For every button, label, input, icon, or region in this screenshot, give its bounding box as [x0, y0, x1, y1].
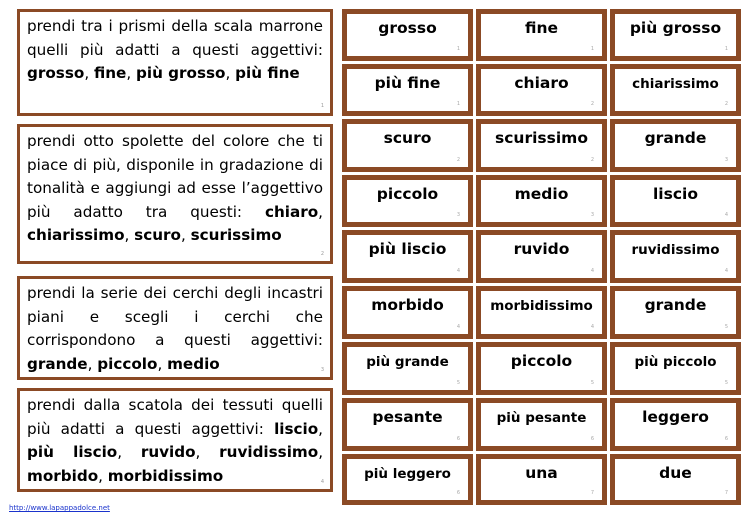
word-card-19[interactable] — [342, 342, 473, 395]
word-card-number: 4 — [456, 268, 460, 274]
instruction-segment: prendi tra i prismi della scala marrone quelli più adatti a questi aggettivi: — [27, 17, 323, 59]
word-card-number: 7 — [590, 490, 594, 496]
word-card-label: più grande — [366, 354, 449, 370]
word-card-number: 5 — [590, 380, 594, 386]
word-card-label: due — [659, 464, 692, 482]
adjective-keyword: più grosso — [136, 64, 226, 82]
instruction-segment: , — [318, 419, 323, 438]
instruction-segment: , — [157, 354, 168, 373]
word-card-number: 5 — [456, 380, 460, 386]
word-card-label: leggero — [642, 408, 709, 426]
word-card-1[interactable] — [342, 9, 473, 61]
word-card-label: più piccolo — [634, 354, 717, 370]
word-card-number: 6 — [456, 436, 460, 442]
adjective-keyword: ruvido — [140, 443, 196, 461]
word-card-2[interactable] — [476, 9, 607, 61]
word-card-number: 1 — [590, 46, 594, 52]
word-card-number: 7 — [724, 490, 728, 496]
instruction-text-4 — [27, 394, 323, 488]
word-card-label: scurissimo — [495, 129, 588, 147]
instruction-box-3 — [17, 276, 333, 380]
adjective-keyword: più liscio — [27, 443, 118, 461]
word-card-number: 3 — [724, 157, 728, 163]
instruction-number-3: 3 — [320, 367, 324, 373]
word-card-13[interactable] — [342, 230, 473, 283]
word-card-25[interactable] — [342, 454, 473, 505]
word-card-number: 5 — [724, 324, 728, 330]
adjective-keyword: morbidissimo — [107, 466, 224, 485]
instruction-box-4 — [17, 388, 333, 492]
word-card-16[interactable] — [342, 286, 473, 339]
adjective-keyword: scuro — [134, 226, 181, 244]
word-card-label: più grosso — [629, 19, 722, 37]
word-card-label: piccolo — [376, 185, 439, 203]
instruction-text-3 — [27, 282, 323, 376]
instruction-segment: prendi otto spolette del colore che ti piace di più, disponile in gradazione di tonalità e aggiungi ad esse l’aggettivo più adatto tra questi: — [27, 132, 323, 221]
word-card-number: 3 — [590, 212, 594, 218]
instruction-number-2: 2 — [320, 251, 324, 257]
word-card-3[interactable] — [610, 9, 741, 61]
word-card-26[interactable] — [476, 454, 607, 505]
word-card-label: liscio — [652, 185, 698, 203]
adjective-keyword: ruvidissimo — [219, 443, 319, 461]
instruction-segment: , — [87, 354, 98, 373]
word-card-11[interactable] — [476, 175, 607, 227]
word-card-label: grande — [644, 296, 707, 314]
word-card-number: 4 — [724, 212, 728, 218]
adjective-keyword: scurissimo — [190, 226, 282, 244]
instruction-box-1 — [17, 9, 333, 116]
adjective-keyword: più fine — [235, 64, 300, 82]
instruction-segment: , — [126, 64, 136, 82]
word-card-label: grande — [644, 129, 707, 147]
word-card-number: 1 — [456, 46, 460, 52]
word-card-number: 5 — [724, 380, 728, 386]
word-card-8[interactable] — [476, 119, 607, 172]
word-card-label: piccolo — [510, 352, 573, 370]
word-card-24[interactable] — [610, 398, 741, 451]
word-card-number: 6 — [456, 490, 460, 496]
word-card-number: 2 — [456, 157, 460, 163]
adjective-keyword: morbido — [27, 466, 99, 485]
word-card-17[interactable] — [476, 286, 607, 339]
word-card-number: 1 — [456, 101, 460, 107]
word-card-12[interactable] — [610, 175, 741, 227]
word-card-22[interactable] — [342, 398, 473, 451]
word-card-number: 6 — [590, 436, 594, 442]
word-card-5[interactable] — [476, 64, 607, 116]
word-card-20[interactable] — [476, 342, 607, 395]
word-card-label: grosso — [378, 19, 437, 37]
instruction-segment: prendi dalla scatola dei tessuti quelli più adatti a questi aggettivi: — [27, 396, 323, 438]
word-card-number: 2 — [590, 157, 594, 163]
instruction-segment: , — [84, 64, 94, 82]
word-card-label: più leggero — [364, 466, 451, 482]
footer-link[interactable]: http://www.lapappadolce.net — [9, 504, 110, 512]
word-card-label: più pesante — [496, 410, 587, 426]
instruction-text-2 — [27, 130, 323, 248]
word-card-label: ruvidissimo — [631, 242, 720, 258]
word-card-label: ruvido — [513, 240, 570, 258]
adjective-keyword: chiarissimo — [27, 226, 125, 244]
instruction-text-1 — [27, 15, 323, 86]
word-card-number: 4 — [590, 324, 594, 330]
adjective-keyword: chiaro — [264, 202, 319, 221]
word-card-number: 6 — [724, 436, 728, 442]
adjective-keyword: grosso — [27, 64, 85, 82]
word-card-number: 1 — [724, 46, 728, 52]
word-card-label: scuro — [383, 129, 432, 147]
instruction-segment: , — [195, 443, 220, 461]
word-card-number: 3 — [456, 212, 460, 218]
word-card-number: 4 — [456, 324, 460, 330]
word-card-number: 2 — [590, 101, 594, 107]
adjective-keyword: medio — [167, 354, 220, 373]
instruction-segment: , — [124, 226, 135, 244]
instruction-segment: , — [318, 202, 323, 221]
word-card-27[interactable] — [610, 454, 741, 505]
word-card-label: chiarissimo — [632, 76, 719, 92]
word-card-18[interactable] — [610, 286, 741, 339]
word-card-label: più fine — [374, 74, 441, 92]
adjective-keyword: fine — [93, 64, 127, 82]
instruction-box-2 — [17, 124, 333, 264]
word-card-9[interactable] — [610, 119, 741, 172]
word-card-23[interactable] — [476, 398, 607, 451]
instruction-segment: , — [117, 443, 141, 461]
word-card-4[interactable] — [342, 64, 473, 116]
word-card-21[interactable] — [610, 342, 741, 395]
word-card-label: morbidissimo — [490, 298, 593, 314]
instruction-segment: , — [225, 64, 236, 82]
instruction-number-1: 1 — [320, 103, 324, 109]
adjective-keyword: grande — [27, 354, 88, 373]
instruction-segment: , — [318, 443, 324, 461]
instruction-number-4: 4 — [320, 479, 324, 485]
word-card-number: 4 — [590, 268, 594, 274]
word-card-14[interactable] — [476, 230, 607, 283]
word-card-label: una — [525, 464, 558, 482]
word-card-15[interactable] — [610, 230, 741, 283]
word-card-label: fine — [524, 19, 559, 37]
word-card-label: chiaro — [514, 74, 569, 92]
word-card-6[interactable] — [610, 64, 741, 116]
word-card-label: pesante — [372, 408, 443, 426]
word-card-number: 4 — [724, 268, 728, 274]
adjective-keyword: liscio — [274, 419, 319, 438]
word-card-label: morbido — [371, 296, 444, 314]
instruction-segment: prendi la serie dei cerchi degli incastri piani e scegli i cerchi che corrispondono a questi aggettivi: — [27, 284, 323, 349]
word-card-number: 2 — [724, 101, 728, 107]
word-card-label: più liscio — [368, 240, 447, 258]
instruction-segment: , — [180, 226, 191, 244]
instruction-segment: , — [98, 466, 108, 485]
adjective-keyword: piccolo — [97, 354, 158, 373]
word-card-label: medio — [514, 185, 569, 203]
word-card-7[interactable] — [342, 119, 473, 172]
word-card-10[interactable] — [342, 175, 473, 227]
